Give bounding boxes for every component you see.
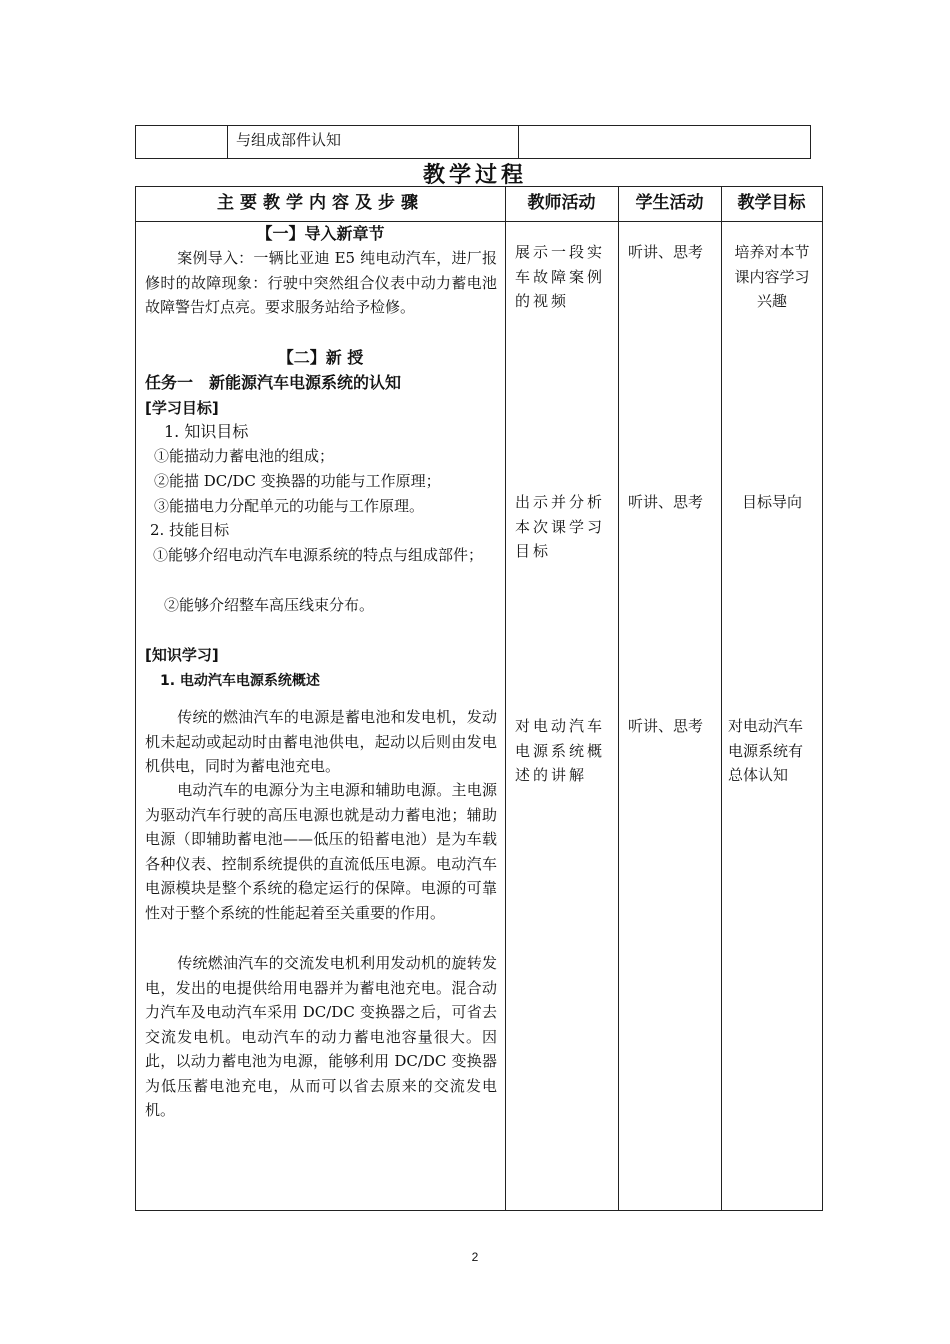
teaching-goal-1: 培养对本节课内容学习兴趣 xyxy=(734,243,810,310)
divider xyxy=(227,126,228,158)
teaching-goal-2: 目标导向 xyxy=(741,493,802,511)
knowledge-item-3: ③能描电力分配单元的功能与工作原理。 xyxy=(154,497,425,515)
paragraph-2: 电动汽车的电源分为主电源和辅助电源。主电源为驱动汽车行驶的高压电源也就是动力蓄电池；辅助电源（即辅助蓄电池——低压的铅蓄电池）是为车载各种仪表、控制系统提供的直流低压电源。电动汽车电源模块是整个系统的稳定运行的保障。电源的可靠性对于整个系统的性能起着至关重要的作用。 xyxy=(145,781,497,922)
header-teacher: 教师活动 xyxy=(527,193,596,213)
knowledge-learning-label: [知识学习] xyxy=(145,646,219,664)
top-row-cell-text: 与组成部件认知 xyxy=(236,131,342,149)
divider xyxy=(518,126,519,158)
section1-heading: 【一】导入新章节 xyxy=(256,224,385,243)
student-activity-2: 听讲、思考 xyxy=(628,493,704,511)
task-title: 任务一 新能源汽车电源系统的认知 xyxy=(145,373,402,392)
section1-case-text: 案例导入：一辆比亚迪 E5 纯电动汽车，进厂报修时的故障现象：行驶中突然组合仪表中动力蓄电池故障警告灯点亮。要求服务站给予检修。 xyxy=(145,249,497,316)
skill-goal-label: 2. 技能目标 xyxy=(150,521,230,539)
divider xyxy=(721,187,722,1210)
skill-item-1: ①能够介绍电动汽车电源系统的特点与组成部件； xyxy=(153,546,484,564)
knowledge-goal-label: 1. 知识目标 xyxy=(164,422,249,441)
paragraph-3: 传统燃油汽车的交流发电机利用发动机的旋转发电，发出的电提供给用电器并为蓄电池充电。混合动力汽车及电动汽车采用 DC/DC 变换器之后，可省去交流发电机。电动汽车的动力蓄电池容量很大。因此，以动力蓄电池为电源，能够利用 DC/DC 变换器为低压蓄电池充电，从而可以省去原来的交流发电机。 xyxy=(145,954,497,1119)
page-title: 教学过程 xyxy=(422,162,527,188)
teaching-goal-3: 对电动汽车电源系统有总体认知 xyxy=(728,717,804,784)
student-activity-1: 听讲、思考 xyxy=(628,243,704,261)
teacher-activity-2: 出示并分析本次课学习目标 xyxy=(515,493,606,560)
paragraph-1: 传统的燃油汽车的电源是蓄电池和发电机，发动机未起动或起动时由蓄电池供电，起动以后则由发电机供电，同时为蓄电池充电。 xyxy=(145,708,497,775)
skill-item-2: ②能够介绍整车高压线束分布。 xyxy=(164,596,375,614)
header-student: 学生活动 xyxy=(635,193,704,213)
header-content: 主要教学内容及步骤 xyxy=(217,193,424,213)
page-number: 2 xyxy=(471,1250,479,1264)
knowledge-item-2: ②能描 DC/DC 变换器的功能与工作原理； xyxy=(154,472,441,490)
teacher-activity-3: 对电动汽车电源系统概述的讲解 xyxy=(515,717,606,784)
section2-heading: 【二】新 授 xyxy=(277,348,364,367)
sub-heading: 1. 电动汽车电源系统概述 xyxy=(160,673,320,689)
header-goal: 教学目标 xyxy=(737,193,806,213)
teacher-activity-1: 展示一段实车故障案例的视频 xyxy=(515,243,606,310)
divider xyxy=(618,187,619,1210)
divider xyxy=(505,187,506,1210)
knowledge-item-1: ①能描动力蓄电池的组成； xyxy=(154,447,335,465)
student-activity-3: 听讲、思考 xyxy=(628,717,704,735)
learning-goals-label: [学习目标] xyxy=(145,399,219,417)
